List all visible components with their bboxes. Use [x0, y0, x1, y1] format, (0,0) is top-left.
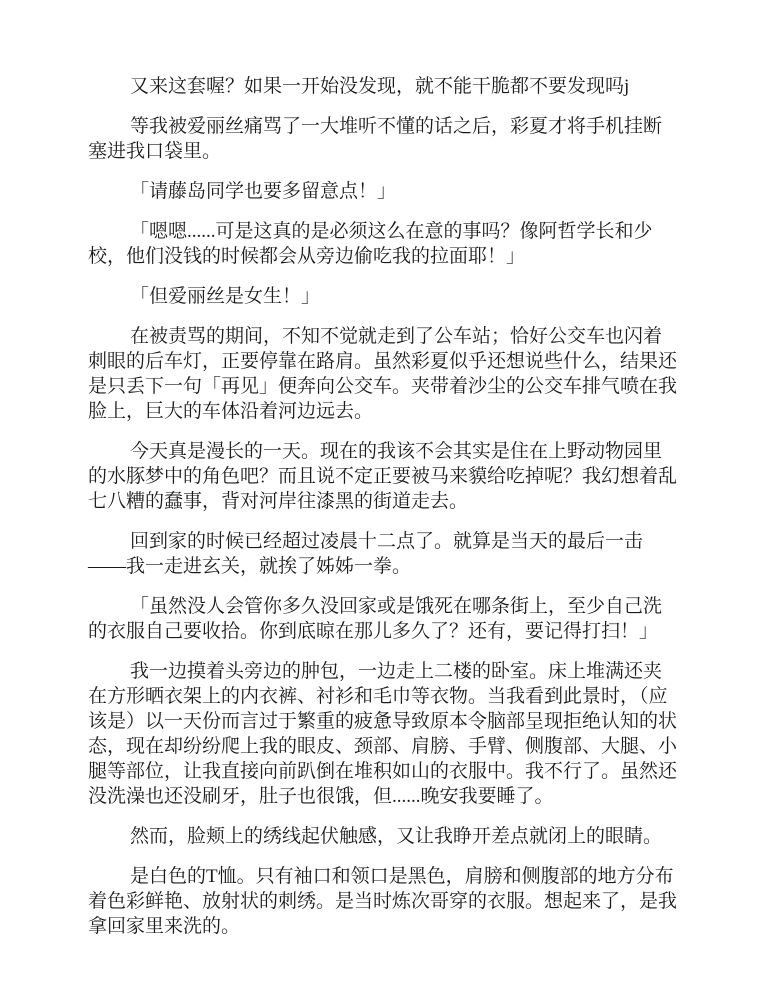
paragraph-11: 然而，脸颊上的绣线起伏触感，又让我睁开差点就闭上的眼睛。 [130, 826, 663, 847]
paragraph-1: 又来这套喔？如果一开始没发现，就不能干脆都不要发现吗j [130, 76, 630, 97]
paragraph-12: 是白色的T恤。只有袖口和领口是黑色，肩膀和侧腹部的地方分布着色彩鲜艳、放射状的刺绣。是当时炼次哥穿的衣服。想起来了，是我拿回家里来洗的。 [88, 866, 678, 937]
paragraph-6: 在被责骂的期间，不知不觉就走到了公车站；恰好公交车也闪着刺眼的后车灯，正要停靠在路肩。虽然彩夏似乎还想说些什么，结果还是只丢下一句「再见」便奔向公交车。夹带着沙尘的公交车排气喷在我脸上，巨大的车体沿着河边远去。 [88, 326, 678, 422]
paragraph-7: 今天真是漫长的一天。现在的我该不会其实是住在上野动物园里的水豚梦中的角色吧？而且说不定正要被马来貘给吃掉呢？我幻想着乱七八糟的蠢事，背对河岸往漆黑的街道走去。 [88, 441, 678, 512]
paragraph-8: 回到家的时候已经超过凌晨十二点了。就算是当天的最后一击——我一走进玄关，就挨了姊姊一拳。 [88, 531, 644, 577]
paragraph-3-dialogue: 「请藤岛同学也要多留意点！」 [130, 181, 397, 202]
paragraph-9-dialogue: 「虽然没人会管你多久没回家或是饿死在哪条街上，至少自己洗的衣服自己要收拾。你到底晾在那儿多久了？还有，要记得打扫！」 [88, 596, 663, 642]
paragraph-4-dialogue: 「嗯嗯......可是这真的是必须这么在意的事吗？像阿哲学长和少校，他们没钱的时候都会从旁边偷吃我的拉面耶！」 [88, 221, 653, 267]
paragraph-5-dialogue: 「但爱丽丝是女生！」 [130, 286, 321, 307]
paragraph-10: 我一边摸着头旁边的肿包，一边走上二楼的卧室。床上堆满还夹在方形晒衣架上的内衣裤、衬衫和毛巾等衣物。当我看到此景时，（应该是）以一天份而言过于繁重的疲惫导致原本令脑部呈现拒绝认知的状态，现在却纷纷爬上我的眼皮、颈部、肩膀、手臂、侧腹部、大腿、小腿等部位，让我直接向前趴倒在堆积如山的衣服中。我不行了。虽然还没洗澡也还没刷牙，肚子也很饿，但......晚安我要睡了。 [88, 661, 678, 807]
paragraph-2: 等我被爱丽丝痛骂了一大堆听不懂的话之后，彩夏才将手机挂断塞进我口袋里。 [88, 116, 663, 162]
